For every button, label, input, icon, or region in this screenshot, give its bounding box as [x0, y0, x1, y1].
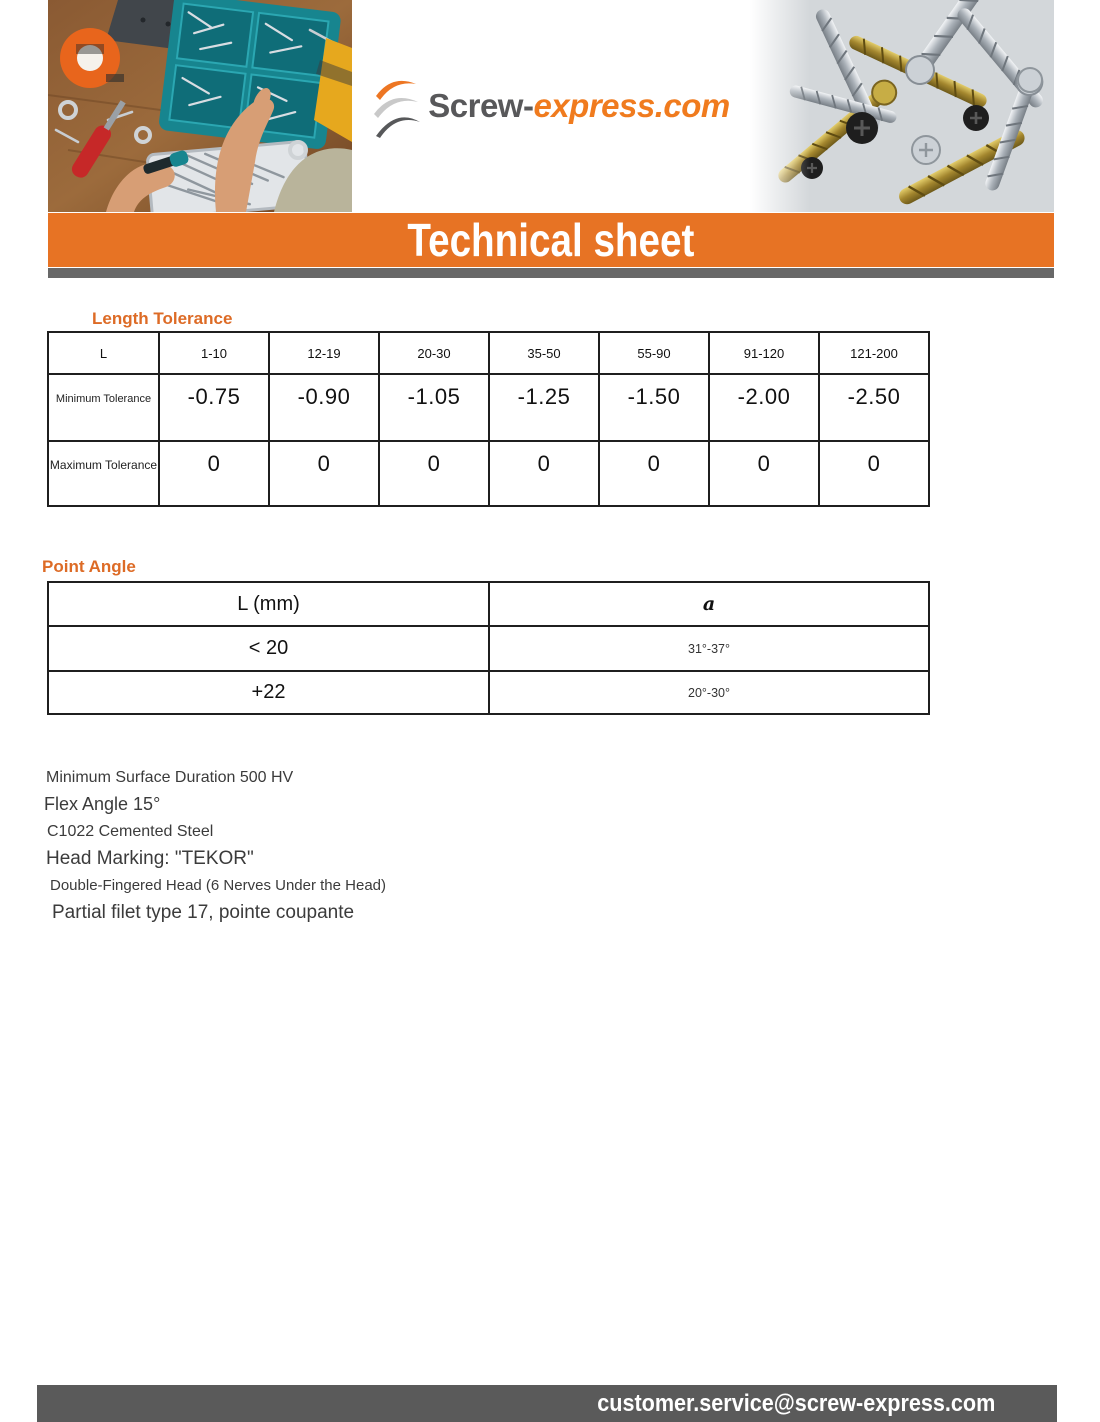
column-header-alpha: a	[489, 582, 929, 626]
table-cell: -1.05	[379, 374, 489, 441]
length-tolerance-table	[47, 331, 930, 507]
page-title: Technical sheet	[407, 214, 695, 266]
table-cell: 31°-37°	[489, 626, 929, 671]
table-cell: -0.75	[159, 374, 269, 441]
table-cell: 0	[269, 441, 379, 506]
table-cell: < 20	[48, 626, 489, 671]
row-label: Minimum Tolerance	[48, 374, 159, 441]
column-header: 20-30	[379, 332, 489, 374]
corner-label: L	[48, 332, 159, 374]
point-angle-header-row	[48, 582, 929, 626]
table-cell: 0	[599, 441, 709, 506]
column-header: 1-10	[159, 332, 269, 374]
point-angle-row	[48, 671, 929, 714]
column-header: 121-200	[819, 332, 929, 374]
row-label: Maximum Tolerance	[48, 441, 159, 506]
point-angle-title: Point Angle	[42, 557, 136, 576]
table-cell: -0.90	[269, 374, 379, 441]
column-header: 35-50	[489, 332, 599, 374]
table-cell: 0	[489, 441, 599, 506]
logo-text-screw: Screw-	[428, 87, 534, 124]
table-cell: 0	[159, 441, 269, 506]
table-cell: 0	[709, 441, 819, 506]
column-header: 91-120	[709, 332, 819, 374]
table-cell: 20°-30°	[489, 671, 929, 714]
screw-express-logo-icon	[372, 74, 420, 138]
table-cell: 0	[379, 441, 489, 506]
screws-photo-graphic	[750, 0, 1054, 212]
column-header: L (mm)	[48, 582, 489, 626]
footer-bar	[37, 1385, 1057, 1422]
table-cell: +22	[48, 671, 489, 714]
spec-line: C1022 Cemented Steel	[47, 823, 214, 840]
table-cell: -1.25	[489, 374, 599, 441]
logo-text-express: express.com	[533, 87, 730, 124]
logo	[352, 0, 750, 212]
spec-line: Double-Fingered Head (6 Nerves Under the Head)	[50, 877, 387, 894]
column-header: 12-19	[269, 332, 379, 374]
workbench-photo	[48, 0, 352, 212]
divider-bar	[48, 268, 1054, 278]
minimum-tolerance-row	[48, 374, 929, 441]
header	[48, 0, 1054, 212]
length-tolerance-title: Length Tolerance	[92, 309, 233, 328]
spec-line: Flex Angle 15°	[44, 794, 161, 814]
title-banner	[48, 213, 1054, 267]
point-angle-table	[47, 581, 930, 715]
logo-text	[428, 87, 730, 125]
spec-line: Partial filet type 17, pointe coupante	[52, 902, 355, 923]
length-tolerance-header-row	[48, 332, 929, 374]
screws-photo	[750, 0, 1054, 212]
table-cell: -1.50	[599, 374, 709, 441]
workbench-photo-graphic	[48, 0, 352, 212]
contact-email: customer.service@screw-express.com	[596, 1389, 995, 1417]
table-cell: -2.00	[709, 374, 819, 441]
spec-line: Minimum Surface Duration 500 HV	[46, 769, 294, 786]
specifications	[44, 764, 386, 926]
spec-line: Head Marking: "TEKOR"	[46, 848, 254, 869]
point-angle-row	[48, 626, 929, 671]
table-cell: -2.50	[819, 374, 929, 441]
table-cell: 0	[819, 441, 929, 506]
column-header: 55-90	[599, 332, 709, 374]
maximum-tolerance-row	[48, 441, 929, 506]
